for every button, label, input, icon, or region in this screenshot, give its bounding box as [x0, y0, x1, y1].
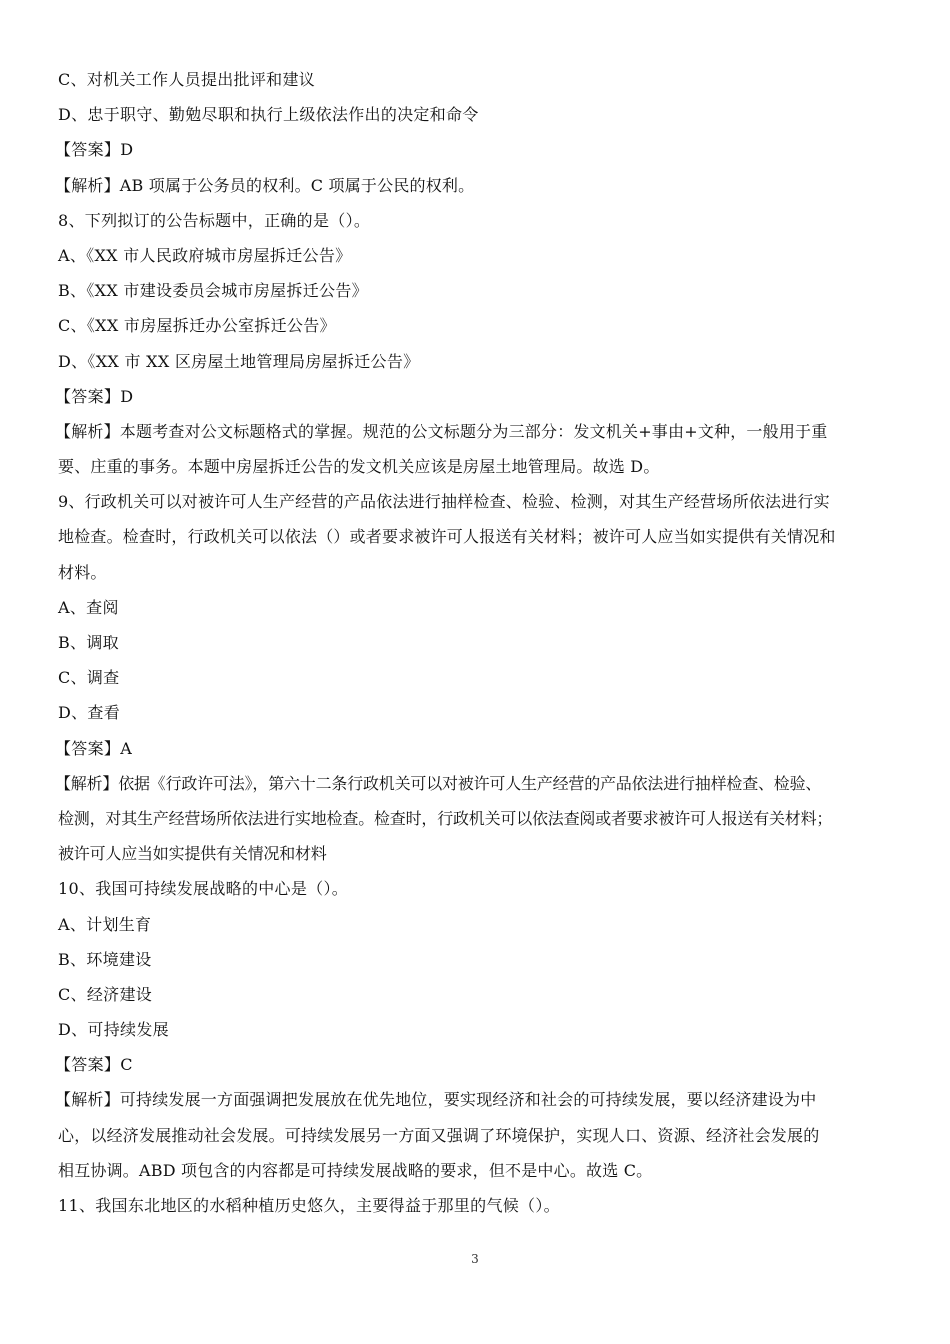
option-line: C、经济建设 [58, 984, 153, 1004]
analysis-text: 要、庄重的事务。本题中房屋拆迁公告的发文机关应该是房屋土地管理局。故选 D。 [58, 457, 660, 477]
analysis-line: 【解析】AB 项属于公务员的权利。C 项属于公民的权利。 [55, 175, 475, 195]
question-text: 材料。 [58, 562, 107, 582]
answer-line: 【答案】C [55, 1055, 133, 1075]
option-line: D、忠于职守、勤勉尽职和执行上级依法作出的决定和命令 [58, 105, 479, 125]
page-number: 3 [471, 1252, 479, 1266]
analysis-text: 检测，对其生产经营场所依法进行实地检查。检查时，行政机关可以依法查阅或者要求被许可人报送有关材料； [58, 808, 833, 828]
analysis-text: 【解析】依据《行政许可法》，第六十二条行政机关可以对被许可人生产经营的产品依法进行抽样检查、检验、 [55, 773, 822, 793]
answer-line: 【答案】A [55, 738, 133, 758]
option-line: C、对机关工作人员提出批评和建议 [58, 70, 316, 89]
question-text: 9、行政机关可以对被许可人生产经营的产品依法进行抽样检查、检验、检测，对其生产经营场所依法进行实 [58, 492, 830, 512]
analysis-text: 【解析】可持续发展一方面强调把发展放在优先地位，要实现经济和社会的可持续发展，要以经济建设为中 [55, 1090, 817, 1110]
analysis-text: 【解析】本题考查对公文标题格式的掌握。规范的公文标题分为三部分：发文机关+事由+文种，一般用于重 [55, 421, 828, 441]
analysis-paragraph [55, 1082, 896, 1188]
option-line: D、可持续发展 [58, 1020, 169, 1040]
option-line: B、环境建设 [58, 949, 152, 969]
option-line: A、《XX 市人民政府城市房屋拆迁公告》 [58, 245, 352, 265]
option-line: C、调查 [58, 668, 120, 688]
question-paragraph [58, 484, 896, 590]
question-text: 地检查。检查时，行政机关可以依法（）或者要求被许可人报送有关材料；被许可人应当如实提供有关情况和 [58, 527, 836, 547]
answer-line: 【答案】D [55, 140, 134, 160]
analysis-text: 被许可人应当如实提供有关情况和材料 [58, 844, 327, 864]
analysis-text: 心，以经济发展推动社会发展。可持续发展另一方面又强调了环境保护，实现人口、资源、经济社会发展的 [58, 1125, 820, 1145]
option-line: D、查看 [58, 703, 121, 723]
option-line: B、调取 [58, 633, 119, 652]
analysis-text: 相互协调。ABD 项包含的内容都是可持续发展战略的要求，但不是中心。故选 C。 [58, 1160, 653, 1180]
question-line: 10、我国可持续发展战略的中心是（）。 [58, 879, 349, 899]
question-line: 11、我国东北地区的水稻种植历史悠久，主要得益于那里的气候（）。 [58, 1196, 560, 1215]
option-line: A、查阅 [58, 597, 119, 617]
option-line: B、《XX 市建设委员会城市房屋拆迁公告》 [58, 281, 368, 301]
answer-line: 【答案】D [55, 386, 134, 406]
option-line: C、《XX 市房屋拆迁办公室拆迁公告》 [58, 316, 336, 336]
analysis-paragraph [55, 414, 896, 484]
document-body [55, 62, 896, 1223]
option-line: D、《XX 市 XX 区房屋土地管理局房屋拆迁公告》 [58, 351, 420, 371]
option-line: A、计划生育 [58, 914, 152, 934]
question-line: 8、下列拟订的公告标题中，正确的是（）。 [58, 210, 371, 230]
analysis-paragraph [55, 766, 896, 872]
